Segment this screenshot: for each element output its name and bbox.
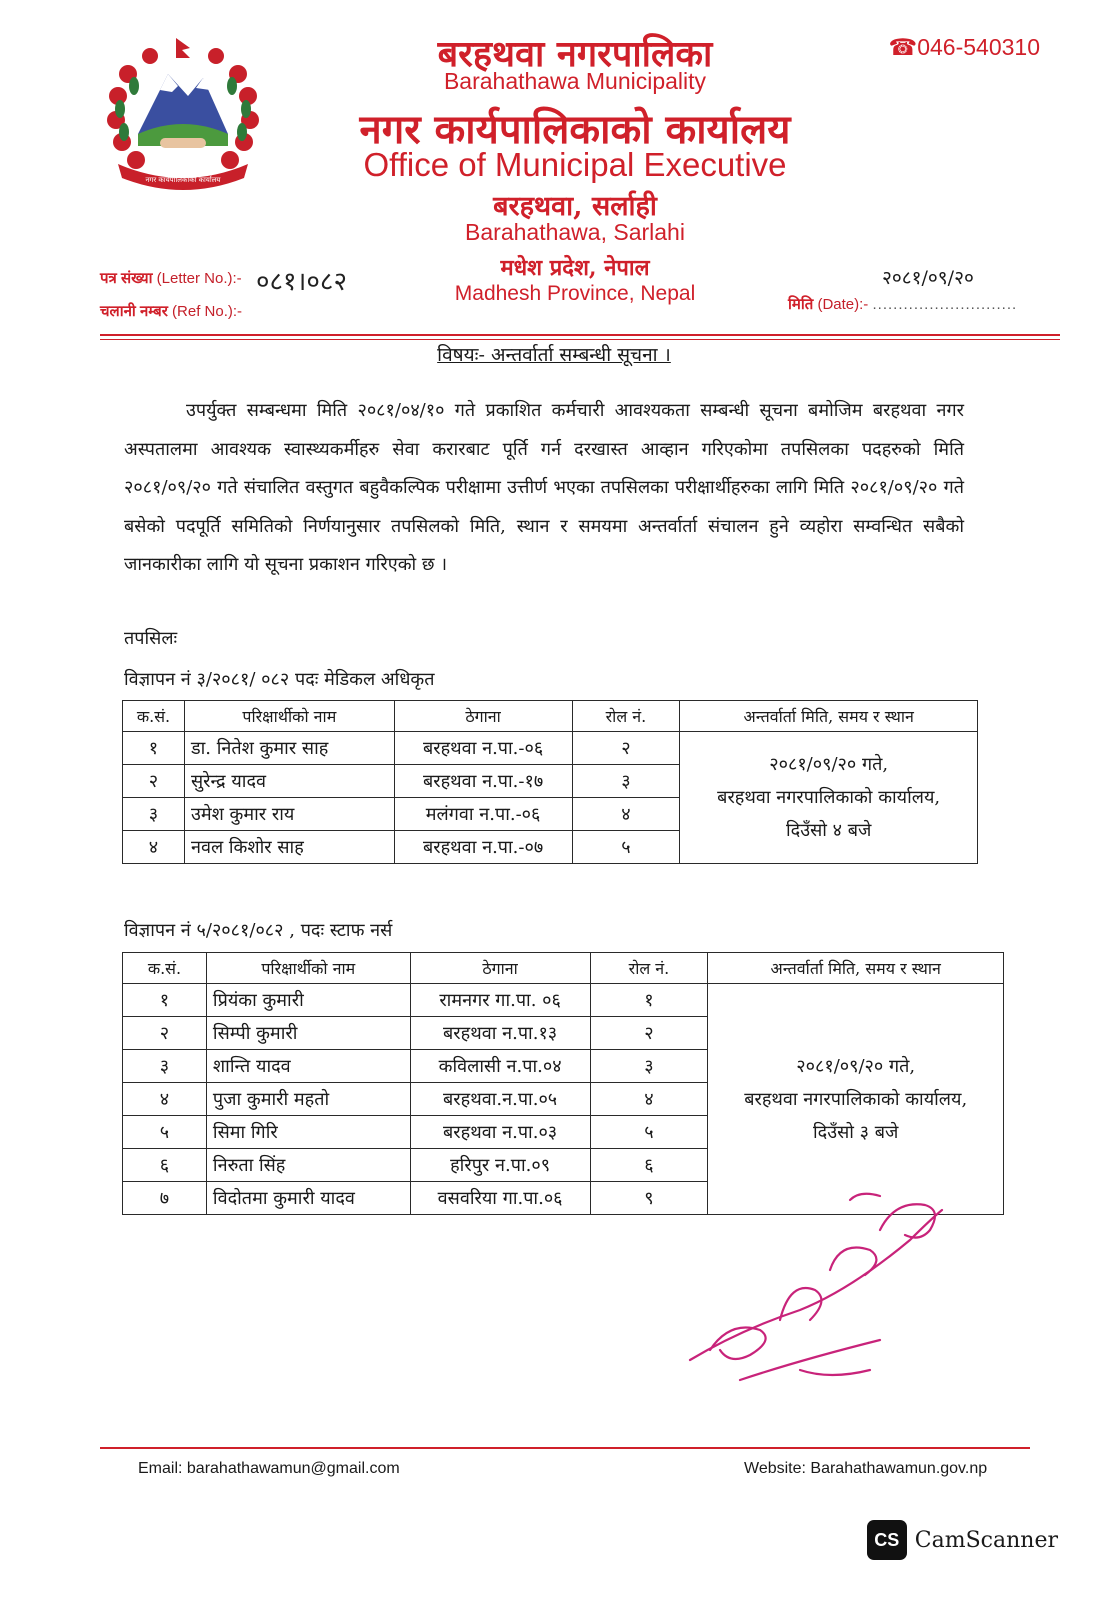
nepal-emblem-logo [98, 34, 268, 194]
header-candidate-name: परिक्षार्थीको नाम [206, 953, 410, 984]
camscanner-logo: CS [867, 1520, 907, 1560]
advertisement-title-staff-nurse: विज्ञापन नं ५/२०८१/०८२ , पदः स्टाफ नर्स [124, 920, 393, 941]
serial-cell: ३ [123, 1050, 207, 1083]
roll-cell: १ [590, 984, 708, 1017]
footer-divider [100, 1447, 1030, 1449]
roll-cell: ९ [590, 1182, 708, 1215]
address-cell: वसवरिया गा.पा.०६ [410, 1182, 590, 1215]
table-row [123, 732, 978, 765]
table-row [123, 984, 1004, 1017]
address-cell: कविलासी न.पा.०४ [410, 1050, 590, 1083]
address-cell: बरहथवा न.पा.-०७ [394, 831, 572, 864]
header-divider-thin [100, 339, 1060, 340]
header-roll-number: रोल नं. [572, 701, 680, 732]
serial-cell: २ [123, 1017, 207, 1050]
name-cell: पुजा कुमारी महतो [206, 1083, 410, 1116]
phone-icon: ☎ [888, 34, 918, 60]
header-interview-schedule: अन्तर्वार्ता मिति, समय र स्थान [708, 953, 1004, 984]
roll-cell: २ [590, 1017, 708, 1050]
name-cell: नवल किशोर साह [184, 831, 394, 864]
letter-number-value: ०८१।०८२ [256, 267, 347, 297]
roll-cell: ५ [572, 831, 680, 864]
name-cell: सिम्पी कुमारी [206, 1017, 410, 1050]
roll-cell: ४ [590, 1083, 708, 1116]
serial-cell: ६ [123, 1149, 207, 1182]
notice-body: उपर्युक्त सम्बन्धमा मिति २०८१/०४/१० गते प्रकाशित कर्मचारी आवश्यकता सम्बन्धी सूचना बमोजिम बरहथवा नगर अस्पतालमा आवश्यक स्वास्थ्यकर्मीहरु सेवा करारबाट पूर्ति गर्न दरखास्त आव्हान गरिएकोमा तपसिलका पदहरुको मिति २०८१/०९/२० गते संचालित वस्तुगत बहुवैकल्पिक परीक्षामा उत्तीर्ण भएका तपसिलका परीक्षार्थीहरुका लागि मिति २०८१/०९/२० गते बसेको पदपूर्ति समितिको निर्णयानुसार तपसिलको मिति, स्थान र समयमा अन्तर्वार्ता संचालन हुने व्यहोरा सम्वन्धित सबैको जानकारीका लागि यो सूचना प्रकाशन गरिएको छ । [124, 400, 964, 575]
office-name-english: Office of Municipal Executive [363, 146, 787, 183]
name-cell: डा. नितेश कुमार साह [184, 732, 394, 765]
roll-cell: ६ [590, 1149, 708, 1182]
header-interview-schedule: अन्तर्वार्ता मिति, समय र स्थान [680, 701, 978, 732]
province-nepali: मधेश प्रदेश, नेपाल [500, 255, 650, 281]
address-cell: बरहथवा न.पा.-०६ [394, 732, 572, 765]
serial-cell: ४ [123, 831, 185, 864]
address-cell: बरहथवा न.पा.-१७ [394, 765, 572, 798]
roll-cell: ४ [572, 798, 680, 831]
address-cell: रामनगर गा.पा. ०६ [410, 984, 590, 1017]
advertisement-title-medical-officer: विज्ञापन नं ३/२०८१/ ०८२ पदः मेडिकल अधिकृत [124, 669, 435, 690]
header-address: ठेगाना [410, 953, 590, 984]
letter-number-label: पत्र संख्या (Letter No.):- [100, 270, 242, 287]
province-english: Madhesh Province, Nepal [454, 282, 696, 305]
subject-line: विषयः- अन्तर्वार्ता सम्बन्धी सूचना । [437, 344, 671, 366]
interview-schedule-cell: २०८१/०९/२० गते, बरहथवा नगरपालिकाको कार्यालय, दिउँसो ३ बजे [708, 984, 1004, 1215]
place-nepali: बरहथवा, सर्लाही [493, 191, 657, 222]
table-header-row [123, 953, 1004, 984]
municipality-name-nepali: बरहथवा नगरपालिका [437, 33, 713, 75]
date-value: २०८१/०९/२० [882, 267, 974, 289]
serial-cell: ५ [123, 1116, 207, 1149]
address-cell: बरहथवा.न.पा.०५ [410, 1083, 590, 1116]
footer-website: Website: Barahathawamun.gov.np [744, 1460, 988, 1477]
svg-text:नगर कार्यपालिकाको कार्यालय: नगर कार्यपालिकाको कार्यालय [145, 176, 221, 184]
address-cell: बरहथवा न.पा.१३ [410, 1017, 590, 1050]
address-cell: बरहथवा न.पा.०३ [410, 1116, 590, 1149]
place-english: Barahathawa, Sarlahi [465, 219, 685, 245]
medical-officer-candidates-table [122, 700, 978, 864]
serial-cell: ३ [123, 798, 185, 831]
staff-nurse-candidates-table [122, 952, 1004, 1215]
camscanner-label: CamScanner [914, 1527, 1058, 1553]
serial-cell: २ [123, 765, 185, 798]
address-cell: हरिपुर न.पा.०९ [410, 1149, 590, 1182]
header-address: ठेगाना [394, 701, 572, 732]
serial-cell: १ [123, 732, 185, 765]
header-roll-number: रोल नं. [590, 953, 708, 984]
handwritten-signature [680, 1180, 970, 1400]
roll-cell: ५ [590, 1116, 708, 1149]
roll-cell: ३ [590, 1050, 708, 1083]
name-cell: शान्ति यादव [206, 1050, 410, 1083]
name-cell: निरुता सिंह [206, 1149, 410, 1182]
name-cell: उमेश कुमार राय [184, 798, 394, 831]
phone-number: ☎046-540310 [888, 34, 1040, 60]
serial-cell: १ [123, 984, 207, 1017]
roll-cell: २ [572, 732, 680, 765]
name-cell: सिमा गिरि [206, 1116, 410, 1149]
name-cell: सुरेन्द्र यादव [184, 765, 394, 798]
address-cell: मलंगवा न.पा.-०६ [394, 798, 572, 831]
name-cell: विदोतमा कुमारी यादव [206, 1182, 410, 1215]
serial-cell: ७ [123, 1182, 207, 1215]
office-name-nepali: नगर कार्यपालिकाको कार्यालय [359, 106, 791, 153]
camscanner-watermark [867, 1520, 1058, 1560]
details-label: तपसिलः [124, 628, 178, 649]
interview-schedule-cell: २०८१/०९/२० गते, बरहथवा नगरपालिकाको कार्यालय, दिउँसो ४ बजे [680, 732, 978, 864]
header-candidate-name: परिक्षार्थीको नाम [184, 701, 394, 732]
table-header-row [123, 701, 978, 732]
serial-cell: ४ [123, 1083, 207, 1116]
footer-email: Email: barahathawamun@gmail.com [138, 1460, 400, 1477]
name-cell: प्रियंका कुमारी [206, 984, 410, 1017]
ref-number-label: चलानी नम्बर (Ref No.):- [100, 303, 243, 320]
header-divider [100, 334, 1060, 336]
date-label: मिति (Date):- ............................ [788, 296, 1018, 313]
header-serial: क.सं. [123, 701, 185, 732]
roll-cell: ३ [572, 765, 680, 798]
municipality-name-english: Barahathawa Municipality [443, 68, 707, 94]
header-serial: क.सं. [123, 953, 207, 984]
